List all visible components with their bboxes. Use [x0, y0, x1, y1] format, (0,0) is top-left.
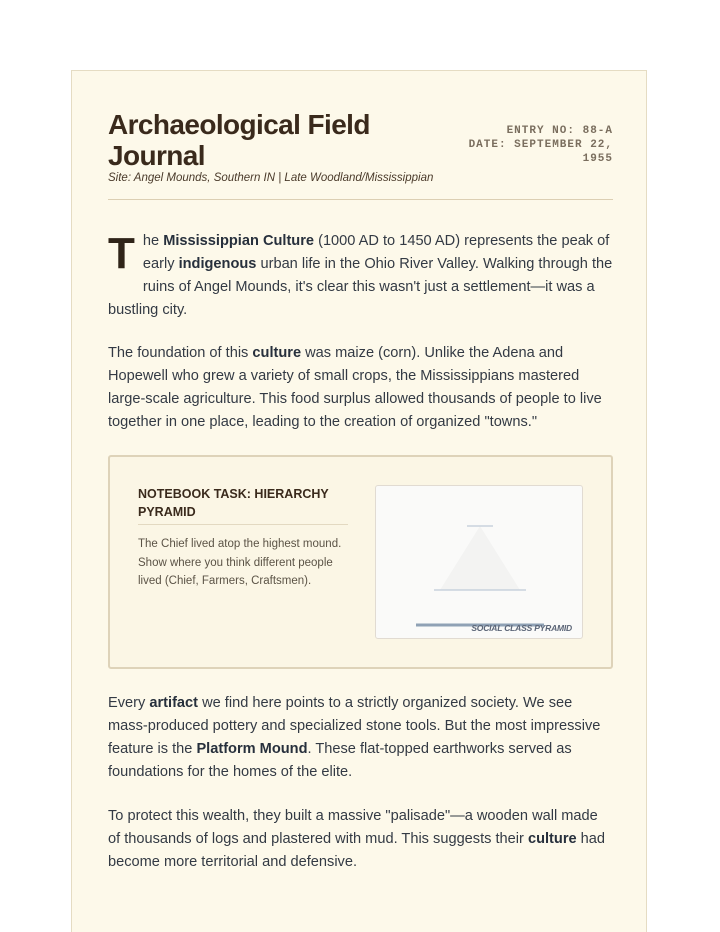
text-run: Every — [108, 695, 150, 711]
task-title: NOTEBOOK TASK: HIERARCHY PYRAMID — [138, 487, 329, 519]
site-caption: Site: Angel Mounds, Southern IN | Late Woodland/Mississippian — [108, 172, 434, 184]
keyword: culture — [527, 831, 577, 847]
keyword: Mississippian Culture — [163, 233, 315, 249]
keyword: indigenous — [178, 256, 257, 272]
entry-meta — [448, 124, 613, 166]
notebook-task-card — [108, 455, 613, 669]
text-run: we find here points to a strictly organized society. We see mass-produced pottery and specialized stone tools. But the most impressive feature is the — [108, 695, 601, 757]
paragraph-palisade — [108, 805, 613, 874]
header-divider — [108, 199, 613, 200]
paragraph-artifacts — [108, 692, 613, 784]
entry-date: DATE: SEPTEMBER 22, 1955 — [468, 139, 613, 165]
keyword: culture — [252, 345, 302, 361]
pyramid-diagram[interactable] — [375, 485, 583, 639]
page-title: Archaeological Field Journal — [108, 109, 370, 171]
paragraph-agriculture — [108, 342, 613, 434]
text-run: . These flat-topped earthworks served as foundations for the homes of the elite. — [108, 741, 572, 780]
keyword: Platform Mound — [196, 741, 308, 757]
diagram-caption: SOCIAL CLASS PYRAMID — [471, 623, 572, 633]
text-run: To protect this wealth, they built a massive "palisade"—a wooden wall made of thousands of logs and plastered with mud. This suggests their — [108, 808, 598, 847]
paragraph-intro — [108, 230, 613, 322]
task-instructions: The Chief lived atop the highest mound. Show where you think different people lived (Chief, Farmers, Craftsmen). — [138, 538, 342, 587]
pyramid-shape — [440, 526, 520, 590]
text-run: was maize (corn). Unlike the Adena and Hopewell who grew a variety of small crops, the Mississippians mastered large-scale agriculture. This food surplus allowed thousands of people to live together in one place, leading to the creation of organized "towns." — [108, 345, 602, 430]
text-run: The foundation of this — [108, 345, 253, 361]
entry-number: ENTRY NO: 88-A — [506, 125, 613, 137]
drop-cap: T — [108, 229, 135, 278]
text-run: urban life in the Ohio River Valley. Walking through the ruins of Angel Mounds, it's clear this wasn't just a settlement—it was a bustling city. — [108, 256, 613, 318]
journal-page — [71, 70, 647, 932]
keyword: artifact — [149, 695, 199, 711]
text-run: (1000 AD to 1450 AD) represents the peak of early — [142, 233, 610, 272]
text-run: he — [142, 233, 164, 249]
text-run: had become more territorial and defensive. — [108, 831, 606, 870]
pyramid-sketch — [376, 486, 584, 640]
task-divider — [138, 524, 348, 525]
